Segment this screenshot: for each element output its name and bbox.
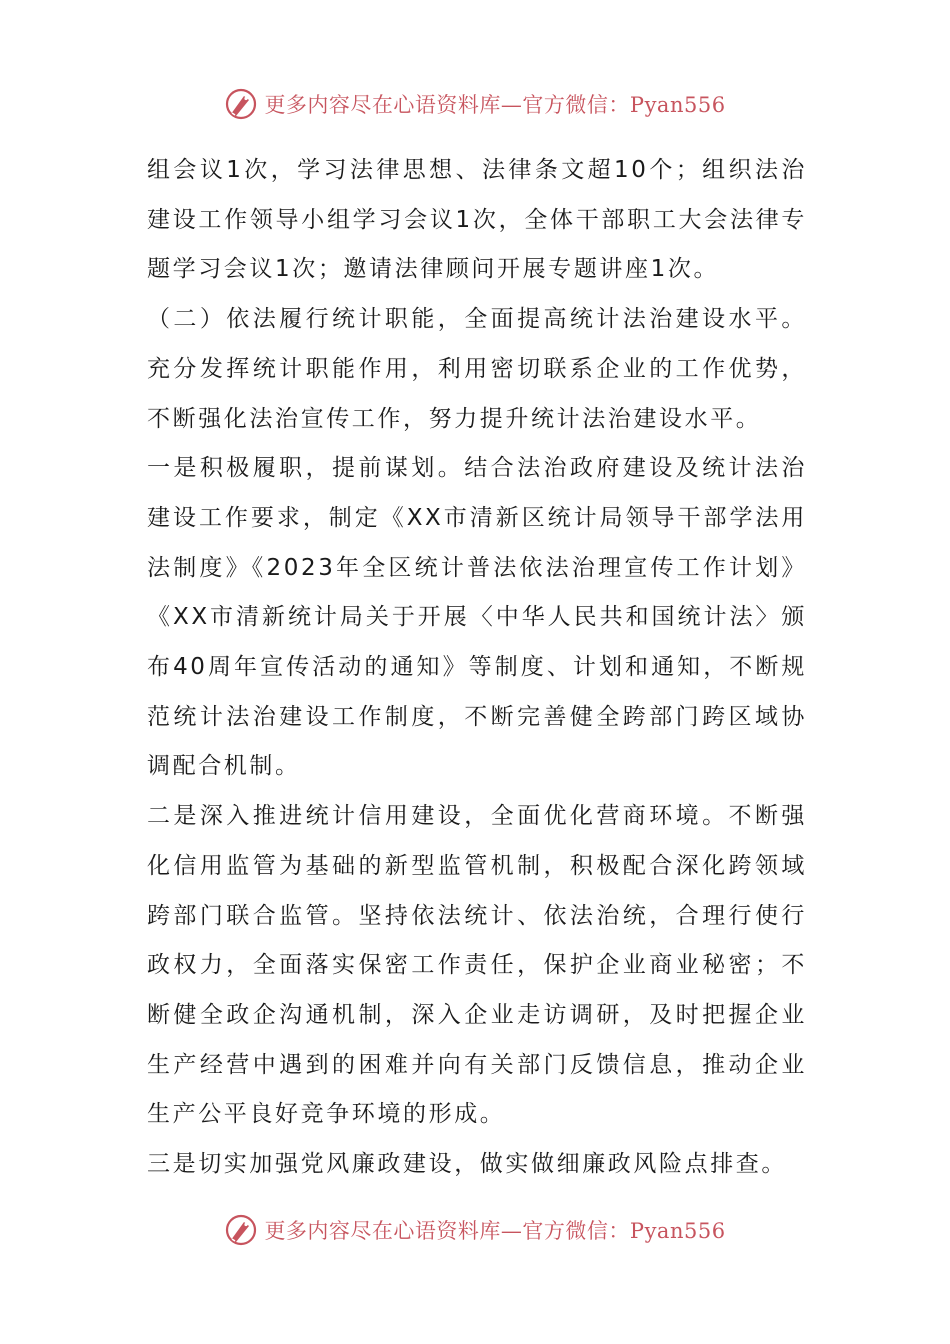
paragraph: 一是积极履职，提前谋划。结合法治政府建设及统计法治建设工作要求，制定《XX市清新区统计局领导干部学法用法制度》《2023年全区统计普法依法治理宣传工作计划》《XX市清新统计局关于开展〈中华人民共和国统计法〉颁布40周年宣传活动的通知》等制度、计划和通知，不断规范统计法治建设工作制度，不断完善健全跨部门跨区域协调配合机制。 <box>147 455 807 780</box>
footer-banner <box>0 1210 950 1250</box>
paragraph: 二是深入推进统计信用建设，全面优化营商环境。不断强化信用监管为基础的新型监管机制，积极配合深化跨领域跨部门联合监管。坚持依法统计、依法治统，合理行使行政权力，全面落实保密工作责任，保护企业商业秘密；不断健全政企沟通机制，深入企业走访调研，及时把握企业生产经营中遇到的困难并向有关部门反馈信息，推动企业生产公平良好竞争环境的形成。 <box>147 803 807 1128</box>
document-body <box>147 146 807 1190</box>
paragraph: 组会议1次，学习法律思想、法律条文超10个；组织法治建设工作领导小组学习会议1次，全体干部职工大会法律专题学习会议1次；邀请法律顾问开展专题讲座1次。 <box>147 157 807 283</box>
pen-nib-logo-icon <box>224 1213 258 1247</box>
paragraph: 三是切实加强党风廉政建设，做实做细廉政风险点排查。 <box>147 1151 787 1178</box>
banner-text: 更多内容尽在心语资料库—官方微信：Pyan556 <box>264 93 726 117</box>
paragraph: （二）依法履行统计职能，全面提高统计法治建设水平。充分发挥统计职能作用，利用密切联系企业的工作优势，不断强化法治宣传工作，努力提升统计法治建设水平。 <box>147 306 807 432</box>
pen-nib-logo-icon <box>224 87 258 121</box>
header-banner <box>0 84 950 124</box>
banner-text: 更多内容尽在心语资料库—官方微信：Pyan556 <box>264 1219 726 1243</box>
